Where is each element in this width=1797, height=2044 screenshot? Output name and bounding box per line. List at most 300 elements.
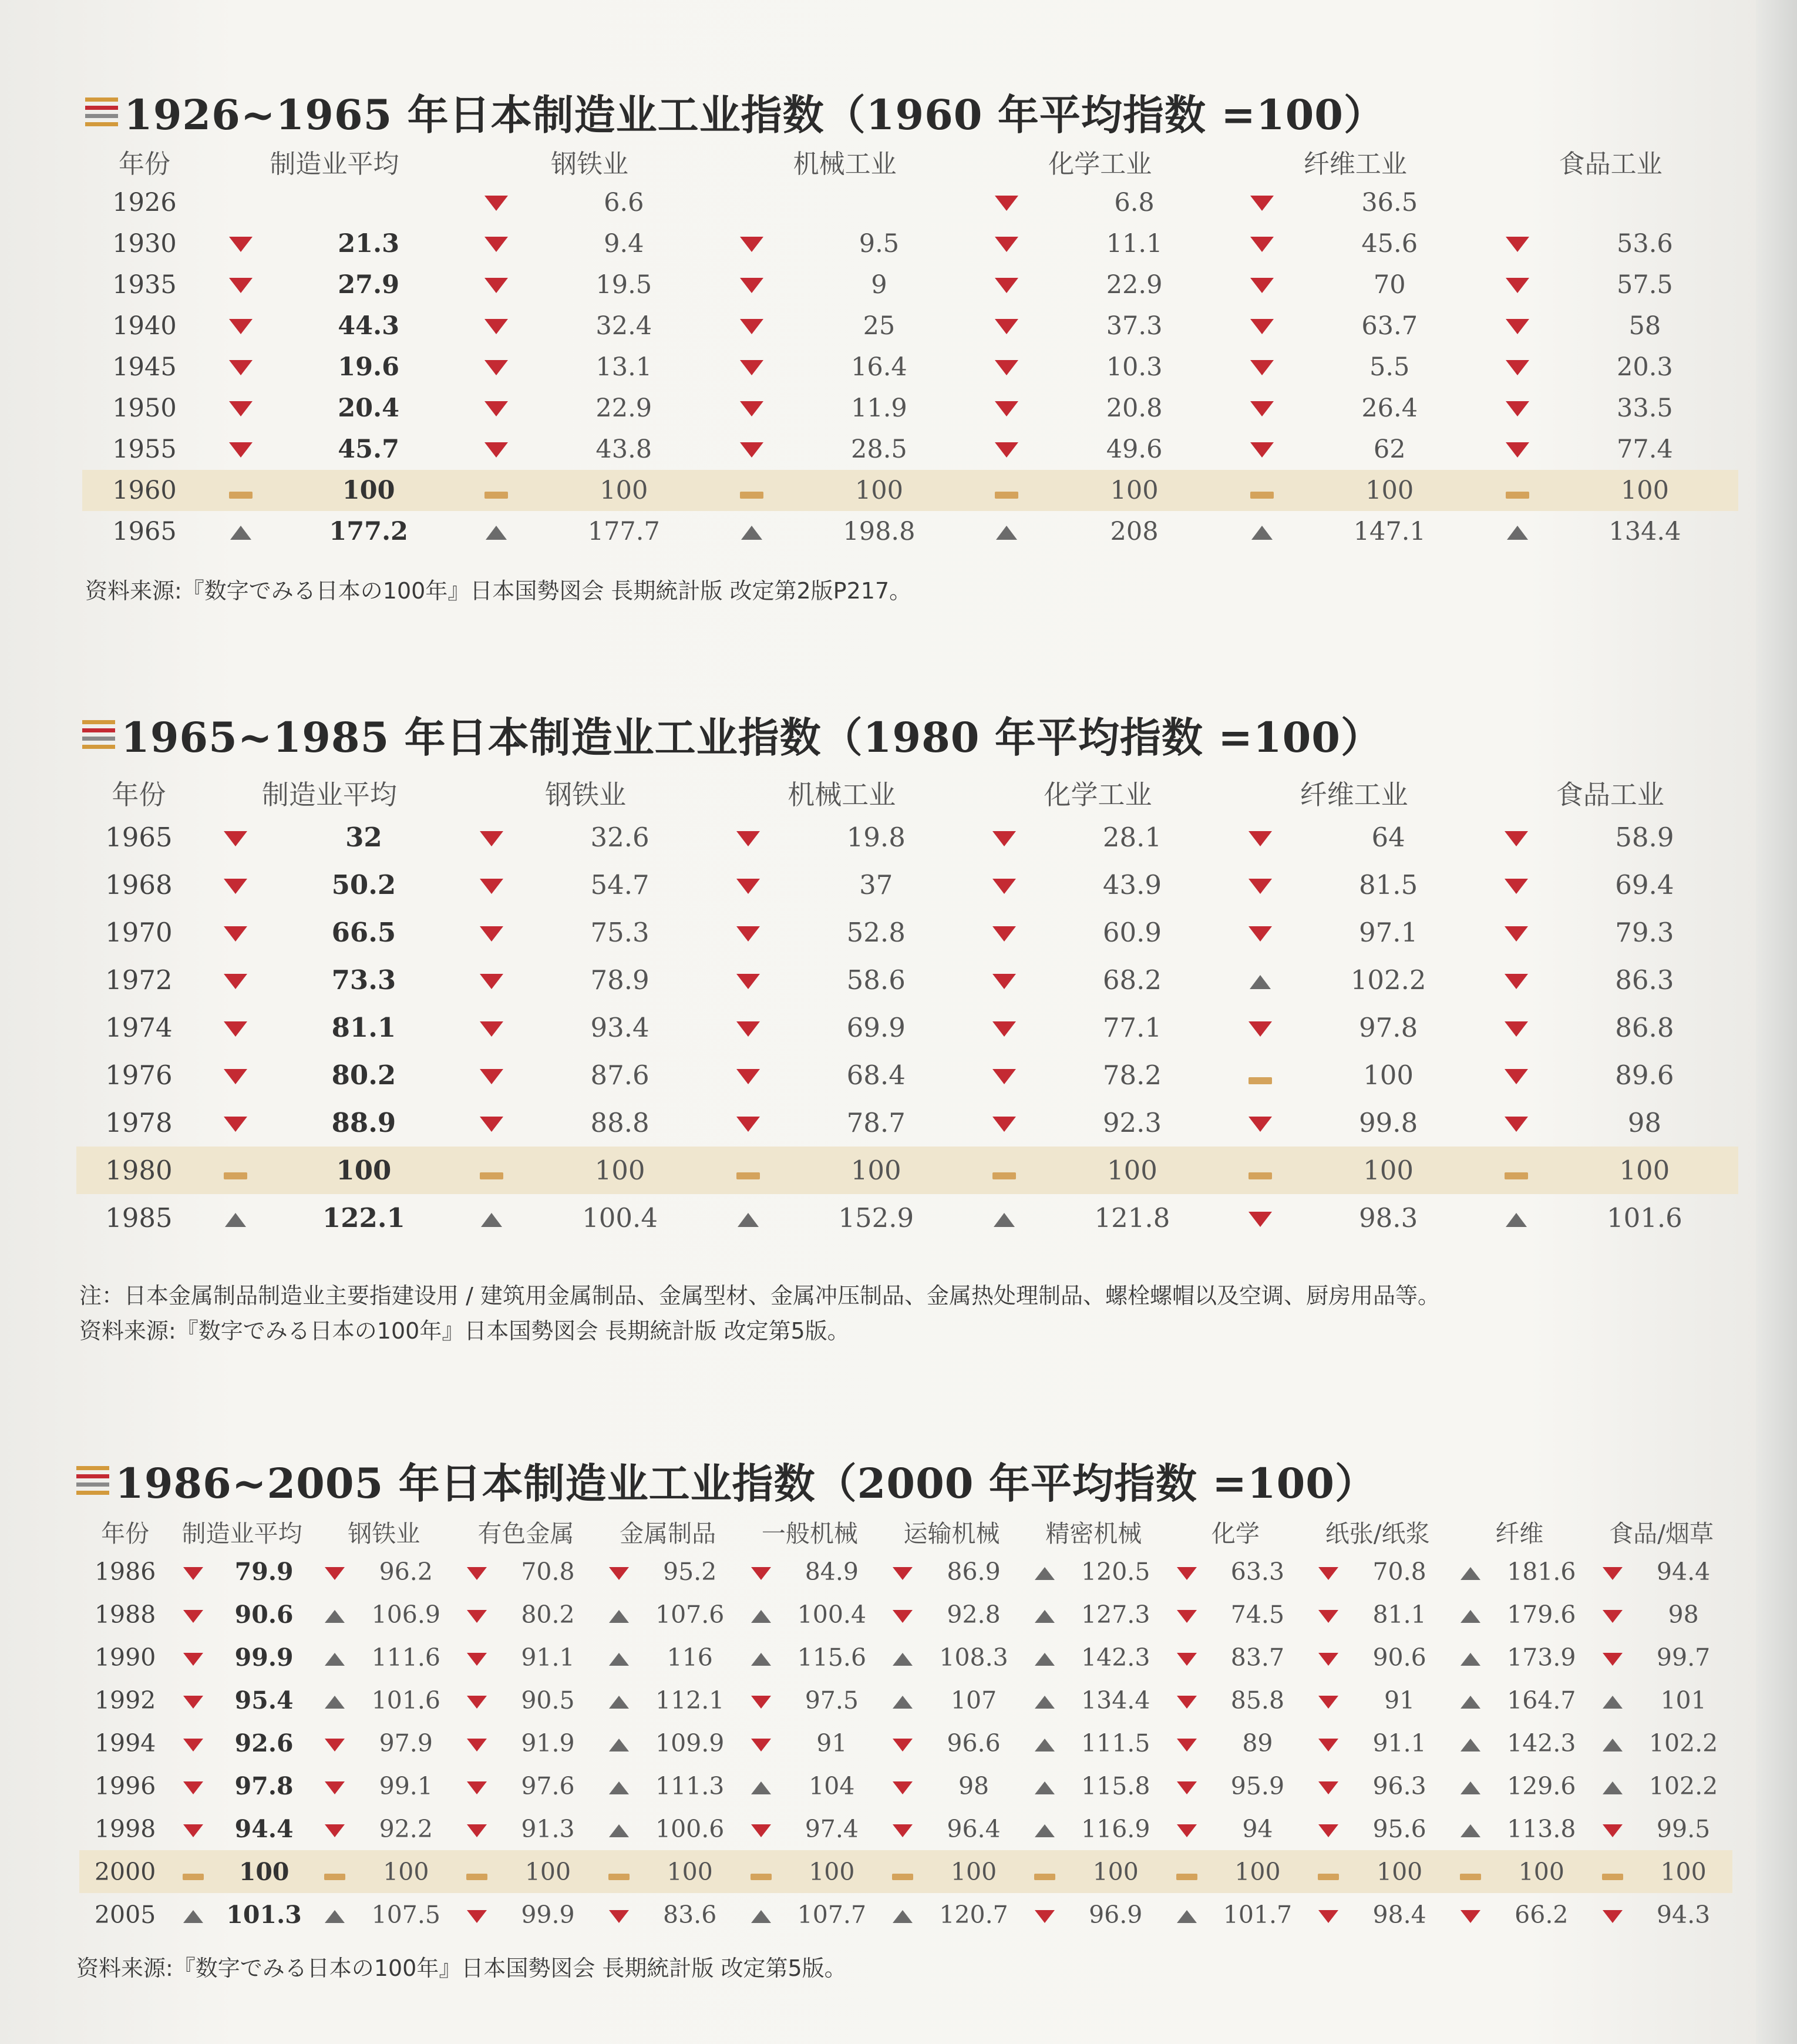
trend-cell <box>972 347 1041 388</box>
table-row <box>76 861 1738 909</box>
value-cell: 134.4 <box>1081 1686 1150 1714</box>
red-down-triangle-icon <box>893 1567 913 1580</box>
orange-flat-dash-icon <box>183 1874 204 1880</box>
year-cell: 1935 <box>112 270 177 300</box>
trend-cell <box>1226 909 1295 956</box>
value-cell: 100 <box>925 1850 1023 1893</box>
gray-up-triangle-icon <box>1035 1739 1055 1751</box>
trend-cell <box>1165 1722 1209 1764</box>
value-cell: 84.9 <box>805 1557 859 1586</box>
table-row <box>82 305 1738 347</box>
gray-up-triangle-icon <box>609 1824 629 1837</box>
value-cell: 97.1 <box>1359 917 1418 948</box>
value-cell: 66.2 <box>1515 1900 1569 1929</box>
trend-cell <box>881 1893 925 1936</box>
value-cell: 107 <box>950 1686 997 1714</box>
red-down-triangle-icon <box>736 1021 760 1037</box>
value-cell: 108.3 <box>939 1643 1008 1672</box>
red-down-triangle-icon <box>183 1610 203 1623</box>
trend-cell <box>455 1550 499 1593</box>
red-down-triangle-icon <box>1603 1910 1623 1923</box>
value-cell: 11.1 <box>1106 229 1163 258</box>
trend-cell <box>714 1099 782 1147</box>
value-cell: 21.3 <box>338 229 399 258</box>
trend-cell <box>717 347 786 388</box>
trend-cell <box>1022 1850 1066 1893</box>
trend-cell <box>1226 861 1295 909</box>
value-cell: 54.7 <box>590 869 650 900</box>
table-3 <box>79 1512 1732 1936</box>
trend-cell <box>455 1850 499 1893</box>
value-cell: 113.8 <box>1507 1814 1576 1843</box>
trend-cell <box>1483 429 1552 470</box>
red-down-triangle-icon <box>736 974 760 989</box>
red-down-triangle-icon <box>1177 1781 1197 1794</box>
red-down-triangle-icon <box>467 1567 487 1580</box>
column-header: 精密机械 <box>1045 1519 1142 1548</box>
trend-cell <box>207 223 275 264</box>
red-down-triangle-icon <box>224 1021 247 1037</box>
year-cell: 1978 <box>105 1107 173 1138</box>
trend-cell <box>1307 1722 1351 1764</box>
trend-cell <box>970 956 1038 1004</box>
value-cell: 106.9 <box>371 1600 440 1629</box>
red-down-triangle-icon <box>229 319 253 334</box>
value-cell: 43.8 <box>595 435 652 464</box>
value-cell: 177.2 <box>329 517 408 546</box>
trend-cell <box>1482 956 1551 1004</box>
red-down-triangle-icon <box>740 360 763 375</box>
value-cell: 98.4 <box>1372 1900 1426 1929</box>
trend-cell <box>1022 1807 1066 1850</box>
trend-cell <box>597 1636 641 1679</box>
red-down-triangle-icon <box>995 278 1018 293</box>
gray-up-triangle-icon <box>1507 526 1528 540</box>
red-down-triangle-icon <box>1250 319 1274 334</box>
table-1-source: 资料来源:『数字でみる日本の100年』日本国勢図会 長期統計版 改定第2版P217。 <box>85 578 912 604</box>
trend-cell <box>717 388 786 429</box>
table-3-source: 资料来源:『数字でみる日本の100年』日本国勢図会 長期統計版 改定第5版。 <box>76 1955 847 1981</box>
trend-cell <box>1590 1807 1634 1850</box>
value-cell: 9 <box>871 270 887 300</box>
red-down-triangle-icon <box>995 237 1018 252</box>
red-down-triangle-icon <box>995 401 1018 416</box>
red-down-triangle-icon <box>183 1696 203 1709</box>
year-cell: 1998 <box>94 1814 156 1843</box>
trend-cell <box>457 1004 526 1051</box>
gray-up-triangle-icon <box>325 1696 345 1709</box>
table-row <box>82 182 1738 223</box>
orange-flat-dash-icon <box>1249 1077 1272 1084</box>
red-down-triangle-icon <box>995 196 1018 211</box>
red-down-triangle-icon <box>224 926 247 942</box>
trend-cell <box>1022 1722 1066 1764</box>
trend-cell <box>881 1722 925 1764</box>
year-cell: 1970 <box>105 917 173 948</box>
value-cell: 107.6 <box>655 1600 725 1629</box>
header-row <box>76 772 1738 813</box>
trend-cell <box>881 1807 925 1850</box>
gray-up-triangle-icon <box>751 1653 771 1666</box>
value-cell: 100 <box>357 1850 455 1893</box>
value-cell: 86.3 <box>1615 964 1674 996</box>
value-cell: 100.6 <box>655 1814 725 1843</box>
trend-cell <box>714 861 782 909</box>
column-header: 食品/烟草 <box>1609 1519 1714 1548</box>
trend-cell <box>1448 1722 1492 1764</box>
table-1 <box>82 141 1738 552</box>
trend-cell <box>881 1850 925 1893</box>
red-down-triangle-icon <box>224 1117 247 1132</box>
year-cell: 1976 <box>105 1060 173 1091</box>
trend-cell <box>457 956 526 1004</box>
red-down-triangle-icon <box>480 879 503 894</box>
red-down-triangle-icon <box>224 1069 247 1084</box>
trend-cell <box>972 264 1041 305</box>
value-cell: 102.2 <box>1350 964 1426 996</box>
gray-up-triangle-icon <box>325 1653 345 1666</box>
value-cell: 92.6 <box>234 1729 294 1757</box>
trend-cell <box>1483 347 1552 388</box>
red-down-triangle-icon <box>995 442 1018 458</box>
value-cell: 80.2 <box>331 1060 396 1091</box>
trend-cell <box>171 1850 215 1893</box>
gray-up-triangle-icon <box>751 1910 771 1923</box>
value-cell: 173.9 <box>1507 1643 1576 1672</box>
gray-up-triangle-icon <box>1506 1213 1527 1227</box>
trend-cell <box>1590 1893 1634 1936</box>
orange-flat-dash-icon <box>995 492 1018 499</box>
trend-cell <box>1165 1679 1209 1722</box>
value-cell: 100 <box>275 470 462 511</box>
value-cell: 91.9 <box>521 1729 575 1757</box>
trend-cell <box>171 1550 215 1593</box>
table-2-title: 1965~1985 年日本制造业工业指数（1980 年平均指数 =100） <box>121 713 1383 762</box>
trend-cell <box>1307 1636 1351 1679</box>
value-cell: 50.2 <box>331 869 396 900</box>
value-cell: 107.7 <box>797 1900 867 1929</box>
value-cell: 100 <box>1295 1147 1482 1194</box>
value-cell: 208 <box>1110 517 1159 546</box>
red-down-triangle-icon <box>992 879 1016 894</box>
red-down-triangle-icon <box>740 237 763 252</box>
value-cell: 45.6 <box>1361 229 1418 258</box>
value-cell: 100 <box>530 470 717 511</box>
value-cell: 95.6 <box>1372 1814 1426 1843</box>
gray-up-triangle-icon <box>1035 1653 1055 1666</box>
value-cell: 96.6 <box>947 1729 1001 1757</box>
table-row <box>79 1807 1732 1850</box>
table-row <box>76 909 1738 956</box>
trend-cell <box>457 861 526 909</box>
value-cell: 96.3 <box>1372 1771 1426 1800</box>
orange-flat-dash-icon <box>1460 1874 1481 1880</box>
red-down-triangle-icon <box>1505 831 1528 846</box>
trend-cell <box>714 1051 782 1099</box>
trend-cell <box>881 1593 925 1636</box>
gray-up-triangle-icon <box>1461 1610 1480 1623</box>
trend-cell <box>739 1807 783 1850</box>
value-cell: 70 <box>1373 270 1406 300</box>
trend-cell <box>313 1593 357 1636</box>
red-down-triangle-icon <box>1506 442 1529 458</box>
trend-cell <box>972 429 1041 470</box>
gray-up-triangle-icon <box>1461 1739 1480 1751</box>
red-down-triangle-icon <box>229 401 253 416</box>
value-cell: 142.3 <box>1507 1729 1576 1757</box>
orange-flat-dash-icon <box>608 1874 630 1880</box>
value-cell: 62 <box>1373 435 1406 464</box>
red-down-triangle-icon <box>1461 1910 1480 1923</box>
table-2-note: 注：日本金属制品制造业主要指建设用 / 建筑用金属制品、金属型材、金属冲压制品、金属热处理制品、螺栓螺帽以及空调、厨房用品等。 <box>79 1283 1440 1309</box>
trend-cell <box>717 511 786 552</box>
gray-up-triangle-icon <box>1035 1567 1055 1580</box>
value-cell: 63.7 <box>1361 311 1418 341</box>
trend-cell <box>972 388 1041 429</box>
trend-cell <box>739 1550 783 1593</box>
trend-cell <box>1448 1764 1492 1807</box>
value-cell: 16.4 <box>851 352 907 382</box>
year-cell: 1990 <box>94 1643 156 1672</box>
column-header: 金属制品 <box>620 1519 716 1548</box>
value-cell: 115.6 <box>797 1643 867 1672</box>
table-row <box>82 223 1738 264</box>
orange-flat-dash-icon <box>324 1874 345 1880</box>
column-header: 制造业平均 <box>270 149 399 179</box>
value-cell: 83.7 <box>1230 1643 1285 1672</box>
value-cell: 13.1 <box>595 352 652 382</box>
red-down-triangle-icon <box>467 1781 487 1794</box>
trend-cell <box>597 1722 641 1764</box>
value-cell: 127.3 <box>1081 1600 1150 1629</box>
value-cell: 32.6 <box>590 822 650 853</box>
red-down-triangle-icon <box>1505 1069 1528 1084</box>
trend-cell <box>457 909 526 956</box>
red-down-triangle-icon <box>1250 278 1274 293</box>
red-down-triangle-icon <box>992 1021 1016 1037</box>
red-down-triangle-icon <box>992 831 1016 846</box>
trend-cell <box>1228 305 1297 347</box>
red-down-triangle-icon <box>1505 879 1528 894</box>
orange-flat-dash-icon <box>1318 1874 1339 1880</box>
trend-cell <box>1022 1550 1066 1593</box>
value-cell: 11.9 <box>851 394 907 423</box>
value-cell: 116 <box>667 1643 713 1672</box>
table-row <box>79 1593 1732 1636</box>
value-cell: 53.6 <box>1617 229 1673 258</box>
orange-flat-dash-icon <box>992 1172 1016 1179</box>
column-header: 制造业平均 <box>261 779 397 811</box>
trend-cell <box>1022 1679 1066 1722</box>
red-down-triangle-icon <box>751 1739 771 1751</box>
table-row <box>79 1722 1732 1764</box>
value-cell: 100 <box>215 1850 313 1893</box>
trend-cell <box>1022 1636 1066 1679</box>
orange-flat-dash-icon <box>736 1172 760 1179</box>
table-row <box>79 1764 1732 1807</box>
trend-cell <box>207 182 275 223</box>
value-cell: 81.1 <box>1372 1600 1426 1629</box>
trend-cell <box>1448 1893 1492 1936</box>
gray-up-triangle-icon <box>893 1696 913 1709</box>
gray-up-triangle-icon <box>1603 1739 1623 1751</box>
trend-cell <box>972 305 1041 347</box>
value-cell: 69.4 <box>1615 869 1674 900</box>
trend-cell <box>1448 1636 1492 1679</box>
trend-cell <box>1165 1636 1209 1679</box>
year-cell: 2005 <box>94 1900 156 1929</box>
trend-cell <box>462 264 531 305</box>
trend-cell <box>970 1099 1038 1147</box>
red-down-triangle-icon <box>992 974 1016 989</box>
trend-cell <box>597 1764 641 1807</box>
red-down-triangle-icon <box>484 401 508 416</box>
trend-cell <box>1448 1850 1492 1893</box>
value-cell: 37.3 <box>1106 311 1163 341</box>
trend-cell <box>201 1099 270 1147</box>
gray-up-triangle-icon <box>609 1781 629 1794</box>
value-cell: 60.9 <box>1102 917 1162 948</box>
trend-cell <box>1483 470 1552 511</box>
value-cell: 99.9 <box>521 1900 575 1929</box>
value-cell: 100 <box>783 1850 881 1893</box>
value-cell: 19.5 <box>595 270 652 300</box>
value-cell: 32.4 <box>595 311 652 341</box>
gray-up-triangle-icon <box>996 526 1017 540</box>
red-down-triangle-icon <box>183 1739 203 1751</box>
table-row <box>76 1099 1738 1147</box>
red-down-triangle-icon <box>1318 1781 1338 1794</box>
gray-up-triangle-icon <box>1603 1781 1623 1794</box>
value-cell: 22.9 <box>1106 270 1163 300</box>
trend-cell <box>1226 1147 1295 1194</box>
trend-cell <box>1590 1593 1634 1636</box>
trend-cell <box>1165 1893 1209 1936</box>
value-cell: 111.5 <box>1081 1729 1150 1757</box>
value-cell: 95.9 <box>1230 1771 1285 1800</box>
value-cell: 32 <box>345 822 382 853</box>
value-cell: 25 <box>863 311 896 341</box>
value-cell: 28.1 <box>1102 822 1162 853</box>
value-cell: 45.7 <box>338 435 399 464</box>
orange-flat-dash-icon <box>1506 492 1529 499</box>
trend-cell <box>739 1764 783 1807</box>
red-down-triangle-icon <box>740 401 763 416</box>
red-down-triangle-icon <box>740 319 763 334</box>
year-column-header: 年份 <box>112 779 166 811</box>
trend-cell <box>597 1550 641 1593</box>
red-down-triangle-icon <box>467 1653 487 1666</box>
trend-cell <box>1228 470 1297 511</box>
year-cell: 1985 <box>105 1202 173 1233</box>
column-header: 纸张/纸浆 <box>1325 1519 1430 1548</box>
value-cell: 100 <box>1209 1850 1307 1893</box>
trend-cell <box>1228 429 1297 470</box>
value-cell: 77.1 <box>1102 1012 1162 1043</box>
red-down-triangle-icon <box>1250 401 1274 416</box>
year-cell: 1972 <box>105 964 173 996</box>
value-cell: 109.9 <box>655 1729 725 1757</box>
orange-flat-dash-icon <box>1176 1874 1197 1880</box>
column-header: 食品工业 <box>1559 149 1663 179</box>
orange-flat-dash-icon <box>740 492 763 499</box>
value-cell: 147.1 <box>1353 517 1426 546</box>
value-cell: 20.8 <box>1106 394 1163 423</box>
trend-cell <box>739 1593 783 1636</box>
red-down-triangle-icon <box>183 1653 203 1666</box>
trend-cell <box>597 1850 641 1893</box>
value-cell: 63.3 <box>1230 1557 1285 1586</box>
value-cell: 104 <box>809 1771 855 1800</box>
red-down-triangle-icon <box>484 442 508 458</box>
trend-cell <box>1590 1764 1634 1807</box>
table-row <box>79 1550 1732 1593</box>
value-cell: 100 <box>1296 470 1483 511</box>
red-down-triangle-icon <box>1177 1739 1197 1751</box>
trend-cell <box>462 511 531 552</box>
red-down-triangle-icon <box>484 360 508 375</box>
value-cell: 100 <box>1551 1147 1738 1194</box>
value-cell: 58.9 <box>1615 822 1674 853</box>
value-cell: 90.5 <box>521 1686 575 1714</box>
red-down-triangle-icon <box>751 1567 771 1580</box>
trend-cell <box>207 305 275 347</box>
orange-flat-dash-icon <box>1250 492 1274 499</box>
value-cell: 70.8 <box>1372 1557 1426 1586</box>
trend-cell <box>207 511 275 552</box>
value-cell: 79.9 <box>234 1557 294 1586</box>
value-cell: 164.7 <box>1507 1686 1576 1714</box>
header-row <box>79 1512 1732 1550</box>
value-cell: 100 <box>786 470 972 511</box>
trend-cell <box>1483 264 1552 305</box>
value-cell: 181.6 <box>1507 1557 1576 1586</box>
gray-up-triangle-icon <box>994 1213 1015 1227</box>
column-header: 钢铁业 <box>348 1519 420 1548</box>
trend-cell <box>1307 1679 1351 1722</box>
value-cell: 101.3 <box>226 1900 302 1929</box>
trend-cell <box>717 305 786 347</box>
value-cell: 112.1 <box>655 1686 725 1714</box>
value-cell: 97.5 <box>805 1686 859 1714</box>
value-cell: 97.6 <box>521 1771 575 1800</box>
table-3-title: 1986~2005 年日本制造业工业指数（2000 年平均指数 =100） <box>115 1459 1377 1508</box>
value-cell <box>1552 182 1738 223</box>
trend-cell <box>462 388 531 429</box>
gray-up-triangle-icon <box>609 1610 629 1623</box>
gray-up-triangle-icon <box>325 1610 345 1623</box>
year-cell: 1950 <box>112 394 177 423</box>
value-cell: 64 <box>1371 822 1405 853</box>
table-row <box>76 1194 1738 1242</box>
value-cell: 6.6 <box>604 188 644 217</box>
trend-cell <box>1482 1004 1551 1051</box>
red-down-triangle-icon <box>229 360 253 375</box>
trend-cell <box>1307 1850 1351 1893</box>
red-down-triangle-icon <box>995 360 1018 375</box>
value-cell: 68.2 <box>1102 964 1162 996</box>
orange-flat-dash-icon <box>892 1874 913 1880</box>
red-down-triangle-icon <box>1249 1021 1272 1037</box>
red-down-triangle-icon <box>325 1739 345 1751</box>
red-down-triangle-icon <box>1250 360 1274 375</box>
trend-cell <box>457 1099 526 1147</box>
trend-cell <box>1307 1550 1351 1593</box>
orange-flat-dash-icon <box>484 492 508 499</box>
trend-cell <box>1022 1764 1066 1807</box>
trend-cell <box>462 182 531 223</box>
value-cell: 91.3 <box>521 1814 575 1843</box>
